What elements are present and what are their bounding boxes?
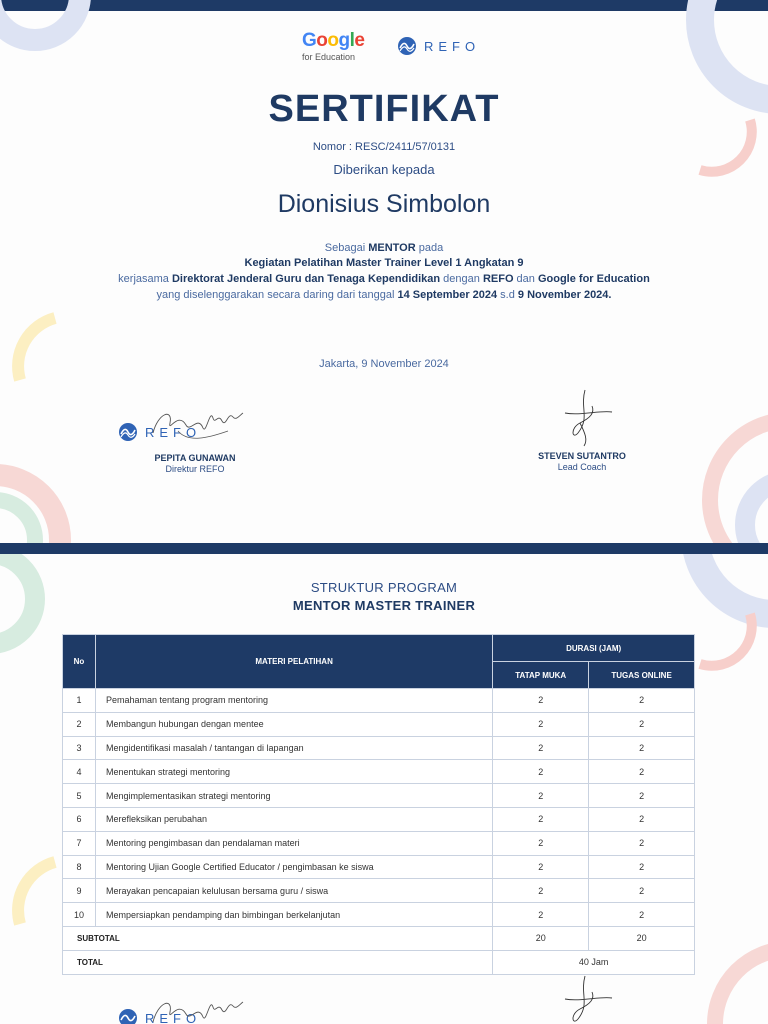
role-post: pada bbox=[415, 242, 444, 254]
total-value: 40 Jam bbox=[493, 950, 695, 974]
date-range-a: yang diselenggarakan secara daring dari tanggal bbox=[156, 289, 398, 301]
subtotal-label: SUBTOTAL bbox=[63, 926, 493, 950]
refo-stamp-text: REFO bbox=[145, 424, 202, 440]
subtotal-row bbox=[63, 926, 695, 950]
table-row bbox=[63, 784, 695, 808]
table-row bbox=[63, 855, 695, 879]
google-for-education-logo bbox=[302, 31, 364, 62]
structure-subheading: MENTOR MASTER TRAINER bbox=[292, 598, 476, 613]
awarded-to-label: Diberikan kepada bbox=[333, 162, 435, 177]
table-row bbox=[63, 807, 695, 831]
signature-pepita bbox=[148, 992, 248, 1024]
row-no: 1 bbox=[63, 689, 96, 713]
row-no: 3 bbox=[63, 736, 96, 760]
subtotal-tatap: 20 bbox=[493, 926, 589, 950]
row-tatap: 2 bbox=[493, 807, 589, 831]
col-header-no: No bbox=[63, 635, 96, 689]
signer-name: PEPITA GUNAWAN bbox=[154, 453, 236, 463]
table-row bbox=[63, 689, 695, 713]
row-materi: Mentoring Ujian Google Certified Educator / pengimbasan ke siswa bbox=[95, 855, 492, 879]
date-range-line bbox=[0, 289, 768, 301]
row-tugas: 2 bbox=[589, 712, 695, 736]
row-materi: Merefleksikan perubahan bbox=[95, 807, 492, 831]
signature-pepita bbox=[148, 403, 248, 448]
row-tatap: 2 bbox=[493, 689, 589, 713]
table-row bbox=[63, 736, 695, 760]
row-materi: Mengidentifikasi masalah / tantangan di lapangan bbox=[95, 736, 492, 760]
role-value: MENTOR bbox=[368, 242, 416, 254]
total-label: TOTAL bbox=[63, 950, 493, 974]
date-range-end: 9 November 2024. bbox=[517, 289, 612, 301]
row-tatap: 2 bbox=[493, 903, 589, 927]
partnership-a: kerjasama bbox=[118, 273, 172, 285]
row-no: 8 bbox=[63, 855, 96, 879]
row-tatap: 2 bbox=[493, 736, 589, 760]
row-tatap: 2 bbox=[493, 879, 589, 903]
refo-logo-icon bbox=[396, 36, 418, 56]
subtotal-tugas: 20 bbox=[589, 926, 695, 950]
recipient-name: Dionisius Simbolon bbox=[277, 190, 491, 218]
certificate-number: Nomor : RESC/2411/57/0131 bbox=[312, 141, 456, 153]
refo-logo bbox=[396, 36, 480, 56]
date-range-start: 14 September 2024 bbox=[397, 289, 498, 301]
certificate-title: SERTIFIKAT bbox=[268, 88, 500, 130]
row-materi: Mentoring pengimbasan dan pendalaman materi bbox=[95, 831, 492, 855]
row-tatap: 2 bbox=[493, 760, 589, 784]
col-header-durasi: DURASI (JAM) bbox=[493, 635, 695, 662]
refo-logo-icon bbox=[117, 1008, 139, 1024]
row-no: 7 bbox=[63, 831, 96, 855]
row-materi: Pemahaman tentang program mentoring bbox=[95, 689, 492, 713]
row-tugas: 2 bbox=[589, 807, 695, 831]
signer-name: STEVEN SUTANTRO bbox=[538, 451, 626, 461]
role-line bbox=[0, 242, 768, 254]
col-header-materi: MATERI PELATIHAN bbox=[95, 635, 492, 689]
table-row bbox=[63, 712, 695, 736]
row-tugas: 2 bbox=[589, 903, 695, 927]
row-tugas: 2 bbox=[589, 831, 695, 855]
place-date: Jakarta, 9 November 2024 bbox=[319, 358, 449, 370]
partnership-f: Google for Education bbox=[537, 273, 650, 285]
page-separator bbox=[0, 543, 768, 554]
google-sub-label: for Education bbox=[302, 52, 356, 62]
row-no: 5 bbox=[63, 784, 96, 808]
refo-logo-icon bbox=[117, 422, 139, 442]
table-row bbox=[63, 879, 695, 903]
structure-heading: STRUKTUR PROGRAM bbox=[310, 580, 458, 595]
table-row bbox=[63, 903, 695, 927]
decor-top-left bbox=[0, 0, 100, 60]
table-row bbox=[63, 831, 695, 855]
partnership-e: dan bbox=[513, 273, 538, 285]
activity-name: Kegiatan Pelatihan Master Trainer Level 1 Angkatan 9 bbox=[244, 257, 524, 269]
decor-bottom-left bbox=[0, 460, 90, 543]
refo-stamp-text: REFO bbox=[145, 1010, 202, 1024]
row-tatap: 2 bbox=[493, 855, 589, 879]
row-materi: Menentukan strategi mentoring bbox=[95, 760, 492, 784]
col-header-tugas: TUGAS ONLINE bbox=[589, 662, 695, 689]
structure-page bbox=[0, 554, 768, 1024]
partnership-line bbox=[0, 273, 768, 285]
table-row bbox=[63, 760, 695, 784]
row-no: 6 bbox=[63, 807, 96, 831]
row-no: 9 bbox=[63, 879, 96, 903]
partnership-b: Direktorat Jenderal Guru dan Tenaga Kependidikan bbox=[171, 273, 441, 285]
row-tugas: 2 bbox=[589, 689, 695, 713]
row-tugas: 2 bbox=[589, 855, 695, 879]
row-materi: Mempersiapkan pendamping dan bimbingan berkelanjutan bbox=[95, 903, 492, 927]
row-tatap: 2 bbox=[493, 831, 589, 855]
row-tugas: 2 bbox=[589, 760, 695, 784]
row-no: 10 bbox=[63, 903, 96, 927]
signer-role: Lead Coach bbox=[557, 462, 607, 472]
date-range-sd: s.d bbox=[497, 289, 518, 301]
total-row bbox=[63, 950, 695, 974]
decor-p2-left-yellow bbox=[0, 854, 70, 934]
row-no: 4 bbox=[63, 760, 96, 784]
row-tugas: 2 bbox=[589, 736, 695, 760]
row-tatap: 2 bbox=[493, 784, 589, 808]
row-tugas: 2 bbox=[589, 879, 695, 903]
refo-logo-text: REFO bbox=[424, 38, 481, 54]
signature-steven bbox=[550, 974, 620, 1024]
role-pre: Sebagai bbox=[324, 242, 369, 254]
partnership-d: REFO bbox=[482, 273, 514, 285]
google-logo: Google bbox=[302, 30, 365, 51]
row-tugas: 2 bbox=[589, 784, 695, 808]
program-table bbox=[62, 634, 695, 975]
col-header-tatap: TATAP MUKA bbox=[493, 662, 589, 689]
row-materi: Mengimplementasikan strategi mentoring bbox=[95, 784, 492, 808]
row-materi: Merayakan pencapaian kelulusan bersama guru / siswa bbox=[95, 879, 492, 903]
signer-steven bbox=[482, 451, 682, 472]
partnership-c: dengan bbox=[440, 273, 483, 285]
signer-pepita bbox=[95, 453, 295, 474]
row-no: 2 bbox=[63, 712, 96, 736]
decor-left-yellow bbox=[0, 310, 70, 390]
signer-role: Direktur REFO bbox=[165, 464, 225, 474]
activity-line bbox=[0, 257, 768, 269]
signature-steven bbox=[550, 388, 620, 448]
row-tatap: 2 bbox=[493, 712, 589, 736]
row-materi: Membangun hubungan dengan mentee bbox=[95, 712, 492, 736]
